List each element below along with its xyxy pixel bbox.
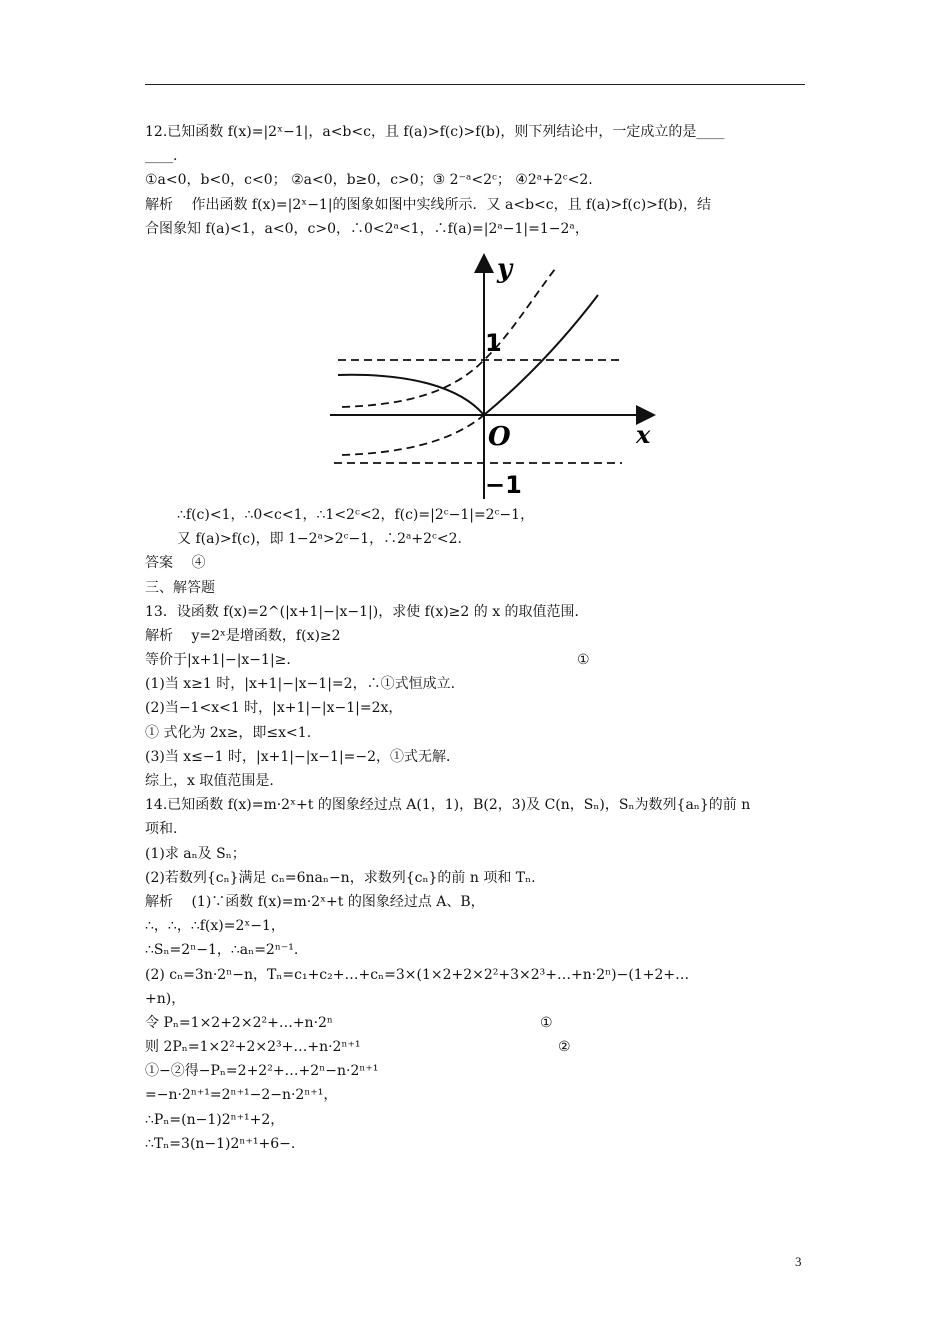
tick-label-1: 1: [485, 328, 502, 357]
problem-12-options: ①a<0，b<0，c<0； ②a<0，b≥0，c>0；③ 2⁻ᵃ<2ᶜ； ④2ᵃ+2ᶜ<2.: [145, 172, 593, 189]
problem-14-line-1: 14.已知函数 f(x)=m·2ˣ+t 的图象经过点 A(1，1)，B(2，3)及 C(n，Sₙ)，Sₙ为数列{aₙ}的前 n: [145, 797, 751, 814]
problem-14-part-1: (1)求 aₙ及 Sₙ；: [145, 845, 246, 862]
solution-14-line-5: +n)，: [145, 990, 186, 1007]
solution-13-case-2b: ① 式化为 2x≥，即≤x<1.: [145, 724, 312, 741]
solution-13-equivalence: [145, 648, 810, 672]
y-axis-label: y: [497, 253, 513, 284]
solution-13-case-1: (1)当 x≥1 时，|x+1|−|x−1|=2，∴①式恒成立.: [145, 676, 456, 693]
header-rule: [145, 84, 805, 85]
function-graph: [320, 247, 660, 503]
x-axis-label: x: [636, 419, 651, 449]
problem-14-part-2: (2)若数列{cₙ}满足 cₙ=6naₙ−n，求数列{cₙ}的前 n 项和 Tₙ.: [145, 869, 536, 886]
solution-14-line-4: (2) cₙ=3n·2ⁿ−n，Tₙ=c₁+c₂+…+cₙ=3×(1×2+2×2²+3×2³+…+n·2ⁿ)−(1+2+…: [145, 966, 690, 983]
tick-label-neg-1: −1: [485, 470, 522, 499]
origin-label: O: [488, 421, 511, 452]
solution-12-cont-1: ∴f(c)<1，∴0<c<1，∴1<2ᶜ<2，f(c)=|2ᶜ−1|=2ᶜ−1，: [177, 506, 535, 523]
solution-13-conclusion: 综上，x 取值范围是.: [145, 773, 274, 789]
solution-14-line-2: ∴，∴，∴f(x)=2ˣ−1，: [145, 918, 285, 935]
dashed-curve-2x-minus-1: [342, 415, 484, 455]
equation-marker-1: ①: [577, 652, 590, 669]
solution-13-case-3: (3)当 x≤−1 时，|x+1|−|x−1|=−2，①式无解．: [145, 748, 461, 765]
section-heading: 三、解答题: [145, 579, 215, 596]
function-graph-figure: [145, 241, 805, 503]
problem-12-line-1: 12.已知函数 f(x)=|2ˣ−1|，a<b<c，且 f(a)>f(c)>f(b)，则下列结论中，一定成立的是____: [145, 124, 725, 140]
page-number: 3: [795, 1254, 802, 1269]
solution-12-line-2: 合图象知 f(a)<1，a<0，c>0，∴0<2ᵃ<1，∴f(a)=|2ᵃ−1|=1−2ᵃ，: [145, 220, 589, 237]
solution-14-line-1: 解析 (1)∵函数 f(x)=m·2ˣ+t 的图象经过点 A、B，: [145, 893, 485, 910]
page-content: [145, 120, 810, 1156]
solution-14-line-11: ∴Tₙ=3(n−1)2ⁿ⁺¹+6−.: [145, 1135, 296, 1152]
solution-13-case-2: (2)当−1<x<1 时，|x+1|−|x−1|=2x，: [145, 700, 403, 717]
solution-14-line-9: =−n·2ⁿ⁺¹=2ⁿ⁺¹−2−n·2ⁿ⁺¹，: [145, 1087, 338, 1104]
solid-curve-left: [338, 375, 484, 415]
problem-14-line-2: 项和.: [145, 821, 178, 838]
dashed-curve-2x: [342, 269, 555, 407]
equivalence-text: 等价于|x+1|−|x−1|≥.: [145, 652, 291, 669]
solution-12-line-1: 解析 作出函数 f(x)=|2ˣ−1|的图象如图中实线所示．又 a<b<c，且 f(a)>f(c)>f(b)，结: [145, 196, 711, 213]
solution-12-cont-2: 又 f(a)>f(c)，即 1−2ᵃ>2ᶜ−1，∴2ᵃ+2ᶜ<2.: [177, 531, 462, 548]
pn-definition-text: 令 Pₙ=1×2+2×2²+…+n·2ⁿ: [145, 1014, 333, 1031]
2pn-text: 则 2Pₙ=1×2²+2×2³+…+n·2ⁿ⁺¹: [145, 1039, 361, 1056]
solution-13-line-1: 解析 y=2ˣ是增函数，f(x)≥2: [145, 627, 341, 644]
equation-marker-p1: ①: [540, 1014, 553, 1031]
answer-12: 答案 ④: [145, 555, 206, 572]
solution-14-pn-def: [145, 1011, 810, 1035]
solution-14-line-10: ∴Pₙ=(n−1)2ⁿ⁺¹+2，: [145, 1111, 285, 1128]
equation-marker-p2: ②: [558, 1039, 571, 1056]
solution-14-line-8: ①−②得−Pₙ=2+2²+…+2ⁿ−n·2ⁿ⁺¹: [145, 1063, 379, 1080]
solution-14-2pn: [145, 1035, 810, 1059]
solution-14-line-3: ∴Sₙ=2ⁿ−1，∴aₙ=2ⁿ⁻¹.: [145, 942, 299, 959]
problem-12-line-2: ____.: [145, 148, 178, 165]
problem-13: 13．设函数 f(x)=2^(|x+1|−|x−1|)，求使 f(x)≥2 的 x 的取值范围．: [145, 603, 589, 620]
